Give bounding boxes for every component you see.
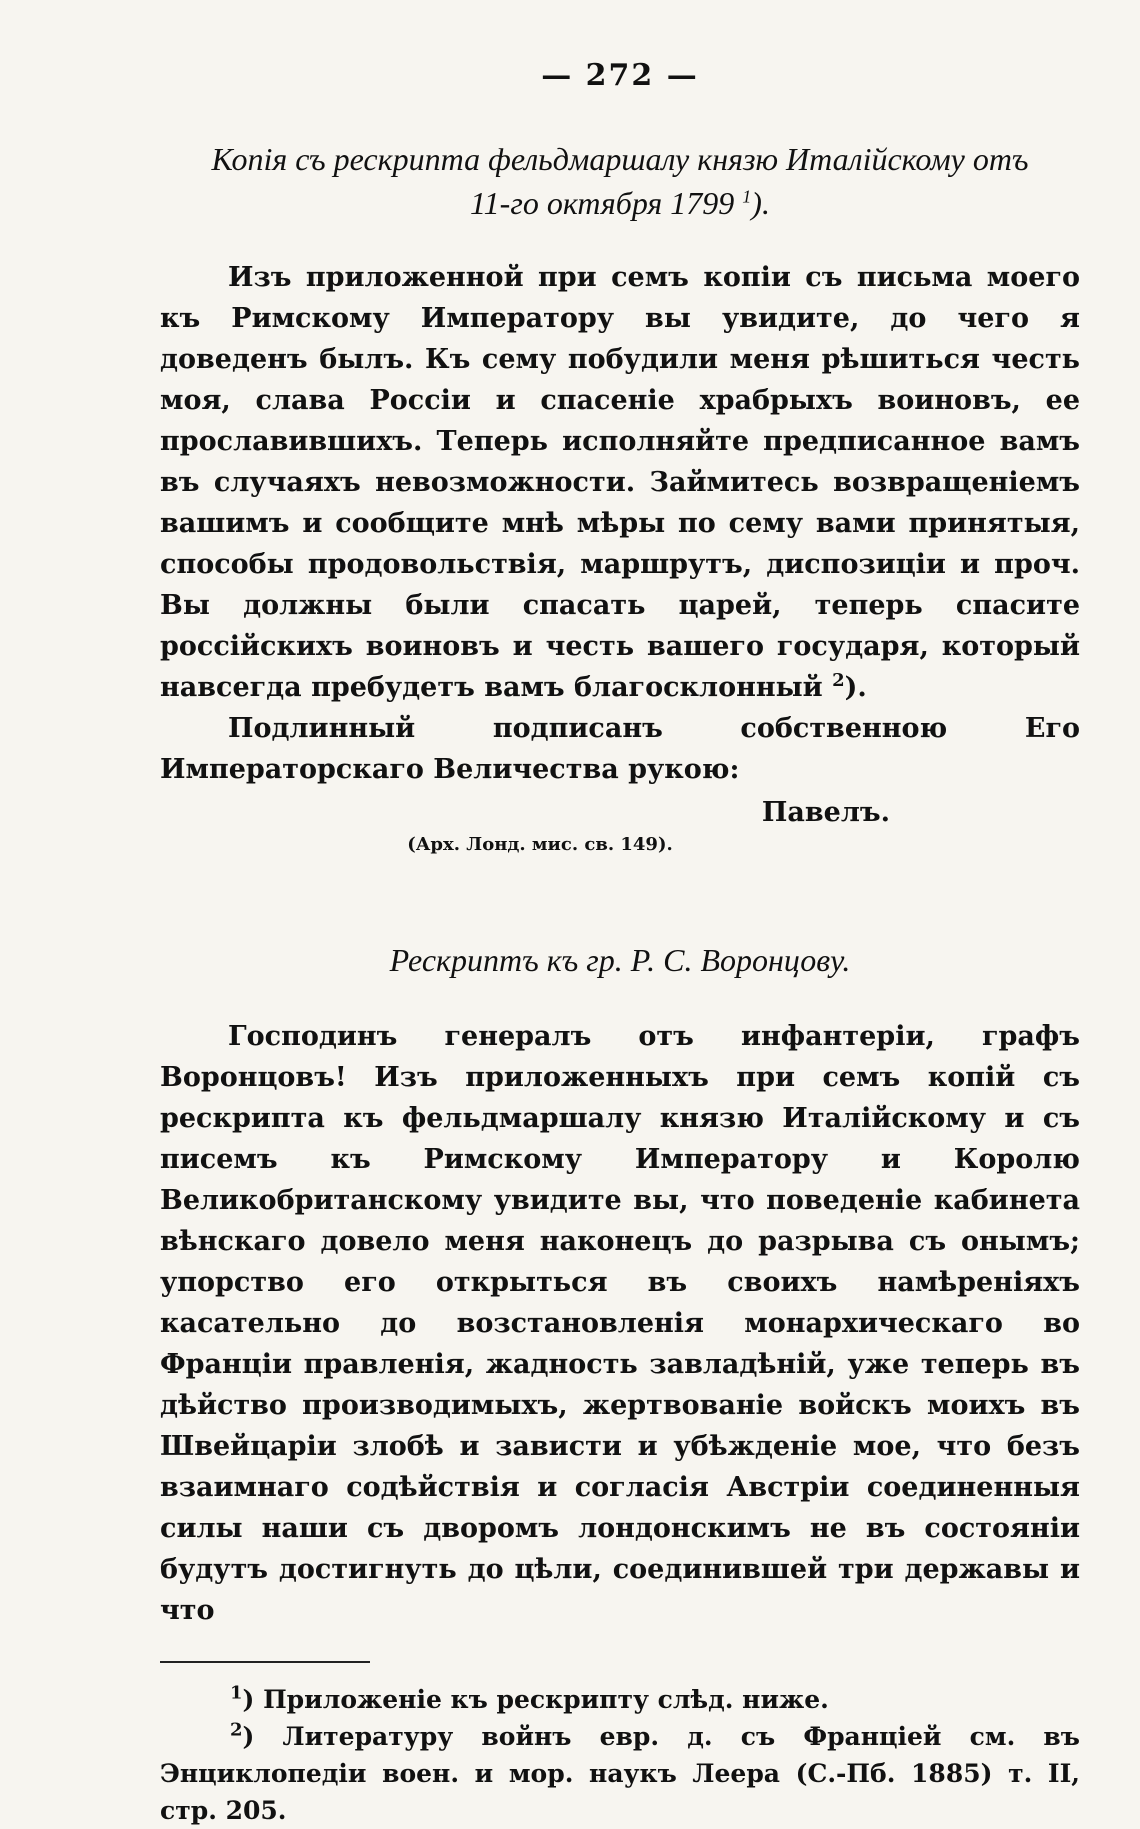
- footnote-ref-2: 2: [832, 670, 845, 691]
- section1-title-line1: Копія съ рескрипта фельдмаршалу князю Италійскому отъ: [211, 141, 1029, 177]
- footnote-1-mark: 1: [230, 1682, 243, 1704]
- section1-paragraph2-text: Подлинный подписанъ собственною Его Императорскаго Величества рукою:: [160, 713, 1080, 785]
- page-number: — 272 —: [541, 58, 699, 93]
- footnote-1-text: ) Приложеніе къ рескрипту слѣд. ниже.: [242, 1685, 829, 1714]
- section1-title-line2: [160, 181, 1080, 225]
- section1-title: [160, 137, 1080, 225]
- section1-paragraph1-text: Изъ приложенной при семъ копіи съ письма моего къ Римскому Императору вы увидите, до чего я доведенъ былъ. Къ сему побудили меня рѣшиться честь моя, слава Россіи и спасеніе храбрыхъ воиновъ, ее прославившихъ. Теперь исполняйте предписанное вамъ въ случаяхъ невозможности. Займитесь возвращеніемъ вашимъ и сообщите мнѣ мѣры по сему вами принятыя, способы продовольствія, маршрутъ, диспозиціи и проч. Вы должны были спасать царей, теперь спасите россійскихъ воиновъ и честь вашего государя, который навсегда пребудетъ вамъ благосклонный: [160, 262, 1080, 703]
- footnote-ref-1: 1: [742, 186, 752, 207]
- section1-paragraph1: [160, 257, 1080, 708]
- section2-paragraph: [160, 1016, 1080, 1631]
- section1-title-close: ).: [751, 185, 770, 221]
- section1-paragraph1-end: ).: [844, 672, 867, 703]
- section2-paragraph-text: Господинъ генералъ отъ инфантеріи, графъ Воронцовъ! Изъ приложенныхъ при семъ копій съ рескрипта къ фельдмаршалу князю Италійскому и съ писемъ къ Римскому Императору и Королю Великобританскому увидите вы, что поведеніе кабинета вѣнскаго довело меня наконецъ до разрыва съ онымъ; упорство его открыться въ своихъ намѣреніяхъ касательно до возстановленія монархическаго во Франціи правленія, жадность завладѣній, уже теперь въ дѣйство производимыхъ, жертвованіе войскъ моихъ въ Швейцаріи злобѣ и зависти и убѣжденіе мое, что безъ взаимнаго содѣйствія и согласія Австріи соединенныя силы наши съ дворомъ лондонскимъ не въ состояніи будутъ достигнуть до цѣли, соединившей три державы и что: [160, 1021, 1080, 1626]
- section1-paragraph2: [160, 708, 1080, 790]
- archive-reference: (Арх. Лонд. мис. св. 149).: [407, 834, 673, 855]
- section1-title-date: 11-го октября 1799: [470, 185, 735, 221]
- footnote-1: [160, 1681, 1080, 1718]
- section2-title: Рескриптъ къ гр. Р. С. Воронцову.: [389, 942, 851, 978]
- footnote-divider: [160, 1661, 370, 1663]
- footnote-2-mark: 2: [230, 1719, 243, 1741]
- footnote-2-text: ) Литературу войнъ евр. д. съ Франціей см. въ Энциклопедіи воен. и мор. наукъ Леера (С.-Пб. 1885) т. II, стр. 205.: [160, 1722, 1080, 1825]
- signature: Павелъ.: [761, 797, 890, 828]
- footnote-2: [160, 1718, 1080, 1829]
